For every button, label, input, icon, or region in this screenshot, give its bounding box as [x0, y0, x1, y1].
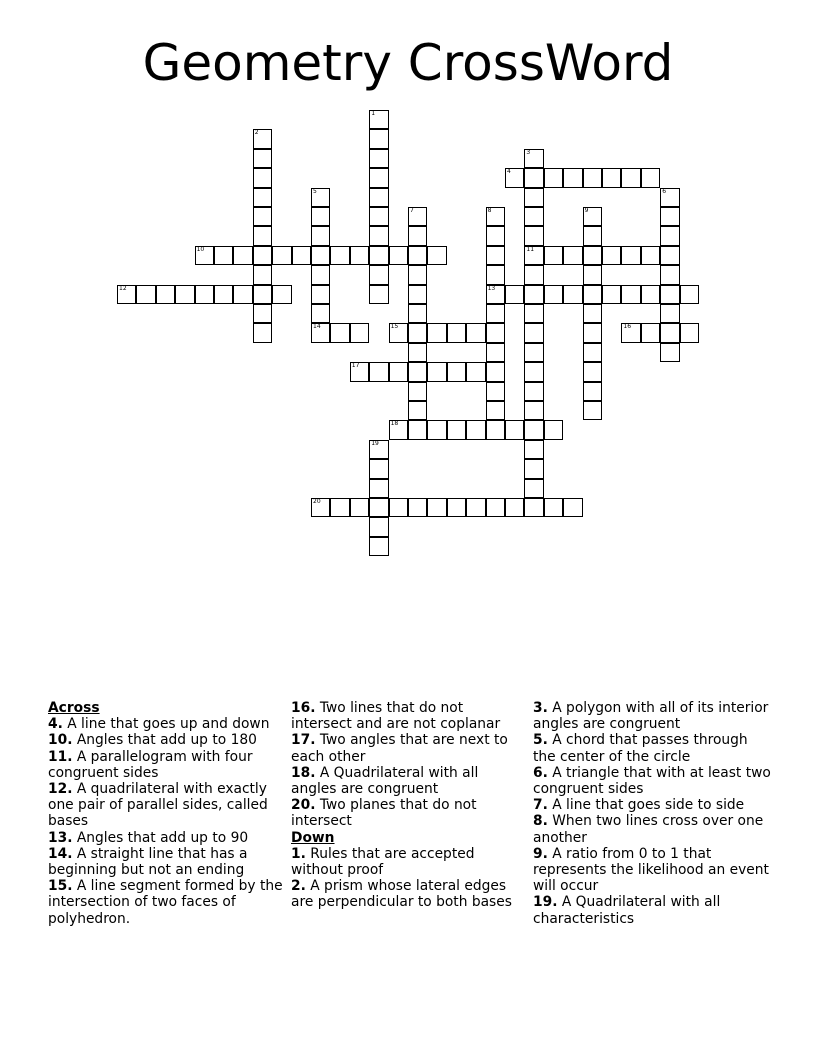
- clue-down-5: 5. A chord that passes through the center of the circle: [533, 732, 748, 765]
- grid-cell[interactable]: [524, 265, 543, 284]
- grid-cell[interactable]: [524, 246, 543, 265]
- grid-cell[interactable]: [427, 420, 446, 439]
- grid-cell[interactable]: [486, 323, 505, 342]
- cell-number: 1: [371, 110, 376, 117]
- grid-cell[interactable]: [544, 168, 563, 187]
- clue-across-16: 16. Two lines that do not intersect and are not coplanar: [291, 700, 501, 733]
- grid-cell[interactable]: [253, 304, 272, 323]
- grid-cell[interactable]: [408, 420, 427, 439]
- grid-cell[interactable]: [408, 265, 427, 284]
- grid-cell[interactable]: [524, 323, 543, 342]
- grid-cell[interactable]: [369, 149, 388, 168]
- grid-cell[interactable]: [563, 498, 582, 517]
- grid-cell[interactable]: [583, 304, 602, 323]
- grid-cell[interactable]: [583, 285, 602, 304]
- grid-cell[interactable]: [524, 149, 543, 168]
- grid-cell[interactable]: [524, 382, 543, 401]
- grid-cell[interactable]: [311, 188, 330, 207]
- grid-cell[interactable]: [660, 226, 679, 245]
- clue-down-7: 7. A line that goes side to side: [533, 797, 745, 814]
- grid-cell[interactable]: [583, 362, 602, 381]
- grid-cell[interactable]: [641, 285, 660, 304]
- grid-cell[interactable]: [621, 246, 640, 265]
- clue-across-17: 17. Two angles that are next to each other: [291, 732, 508, 765]
- clue-down-8: 8. When two lines cross over one another: [533, 813, 764, 846]
- grid-cell[interactable]: [486, 362, 505, 381]
- grid-cell[interactable]: [524, 459, 543, 478]
- grid-cell[interactable]: [524, 285, 543, 304]
- grid-cell[interactable]: [330, 498, 349, 517]
- grid-cell[interactable]: [466, 362, 485, 381]
- grid-cell[interactable]: [253, 207, 272, 226]
- grid-cell[interactable]: [369, 246, 388, 265]
- grid-cell[interactable]: [233, 246, 252, 265]
- grid-cell[interactable]: [583, 265, 602, 284]
- grid-cell[interactable]: [583, 401, 602, 420]
- clue-across-15: 15. A line segment formed by the intersection of two faces of polyhedron.: [48, 878, 283, 927]
- grid-cell[interactable]: [408, 246, 427, 265]
- grid-cell[interactable]: [466, 420, 485, 439]
- grid-cell[interactable]: [583, 323, 602, 342]
- grid-cell[interactable]: [583, 382, 602, 401]
- grid-cell[interactable]: [311, 265, 330, 284]
- cell-number: 2: [254, 129, 259, 137]
- clue-column-3: [533, 700, 773, 927]
- grid-cell[interactable]: [447, 323, 466, 342]
- grid-cell[interactable]: [486, 226, 505, 245]
- grid-cell[interactable]: [408, 304, 427, 323]
- grid-cell[interactable]: [311, 226, 330, 245]
- grid-cell[interactable]: [408, 498, 427, 517]
- grid-cell[interactable]: [389, 323, 408, 342]
- grid-cell[interactable]: [486, 382, 505, 401]
- grid-cell[interactable]: [369, 207, 388, 226]
- cell-number: 8: [487, 207, 492, 214]
- grid-cell[interactable]: [486, 285, 505, 304]
- across-header: Across: [48, 700, 100, 716]
- grid-cell[interactable]: [369, 110, 388, 129]
- grid-cell[interactable]: [253, 149, 272, 168]
- clue-down-1: 1. Rules that are accepted without proof: [291, 845, 475, 879]
- cell-number: 20: [313, 498, 321, 505]
- grid-cell[interactable]: [621, 285, 640, 304]
- grid-cell[interactable]: [621, 323, 640, 342]
- grid-cell[interactable]: [505, 498, 524, 517]
- grid-cell[interactable]: [524, 168, 543, 187]
- grid-cell[interactable]: [641, 168, 660, 187]
- clue-across-4: 4. A line that goes up and down: [48, 716, 270, 733]
- grid-cell[interactable]: [408, 207, 427, 226]
- grid-cell[interactable]: [524, 440, 543, 459]
- grid-cell[interactable]: [544, 285, 563, 304]
- grid-cell[interactable]: [563, 168, 582, 187]
- down-header: Down: [291, 829, 335, 846]
- grid-cell[interactable]: [660, 207, 679, 226]
- cell-number: 14: [313, 323, 321, 331]
- clue-across-13: 13. Angles that add up to 90: [48, 829, 249, 846]
- grid-cell[interactable]: [253, 265, 272, 284]
- grid-cell[interactable]: [486, 304, 505, 323]
- grid-cell[interactable]: [369, 440, 388, 459]
- grid-cell[interactable]: [486, 498, 505, 517]
- grid-cell[interactable]: [660, 304, 679, 323]
- cell-number: 19: [371, 439, 379, 447]
- grid-cell[interactable]: [253, 129, 272, 148]
- grid-cell[interactable]: [583, 343, 602, 362]
- grid-cell[interactable]: [641, 323, 660, 342]
- clue-across-11: 11. A parallelogram with four congruent sides: [48, 748, 253, 781]
- grid-cell[interactable]: [253, 168, 272, 187]
- grid-cell[interactable]: [369, 479, 388, 498]
- grid-cell[interactable]: [486, 401, 505, 420]
- grid-cell[interactable]: [524, 479, 543, 498]
- clue-across-18: 18. A Quadrilateral with all angles are congruent: [291, 764, 479, 798]
- grid-cell[interactable]: [583, 226, 602, 245]
- grid-cell[interactable]: [272, 285, 291, 304]
- grid-cell[interactable]: [621, 168, 640, 187]
- grid-cell[interactable]: [311, 207, 330, 226]
- grid-cell[interactable]: [486, 246, 505, 265]
- grid-cell[interactable]: [253, 226, 272, 245]
- grid-cell[interactable]: [602, 246, 621, 265]
- grid-cell[interactable]: [214, 285, 233, 304]
- grid-cell[interactable]: [544, 420, 563, 439]
- grid-cell[interactable]: [311, 246, 330, 265]
- grid-cell[interactable]: [311, 285, 330, 304]
- grid-cell[interactable]: [253, 246, 272, 265]
- grid-cell[interactable]: [408, 362, 427, 381]
- grid-cell[interactable]: [369, 226, 388, 245]
- clue-down-2: 2. A prism whose lateral edges are perpendicular to both bases: [291, 878, 512, 911]
- clue-down-9: 9. A ratio from 0 to 1 that represents the likelihood an event will occur: [533, 845, 769, 895]
- grid-cell[interactable]: [369, 459, 388, 478]
- grid-cell[interactable]: [350, 246, 369, 265]
- grid-cell[interactable]: [408, 323, 427, 342]
- grid-cell[interactable]: [350, 498, 369, 517]
- grid-cell[interactable]: [311, 498, 330, 517]
- grid-cell[interactable]: [389, 246, 408, 265]
- clue-down-3: 3. A polygon with all of its interior angles are congruent: [533, 700, 769, 733]
- grid-cell[interactable]: [253, 323, 272, 342]
- cell-number: 5: [313, 187, 317, 195]
- clue-across-12: 12. A quadrilateral with exactly one pair of parallel sides, called bases: [48, 781, 268, 830]
- clue-across-14: 14. A straight line that has a beginning but not an ending: [48, 845, 248, 879]
- grid-cell[interactable]: [408, 382, 427, 401]
- grid-cell[interactable]: [195, 246, 214, 265]
- grid-cell[interactable]: [389, 498, 408, 517]
- grid-cell[interactable]: [292, 246, 311, 265]
- grid-cell[interactable]: [563, 285, 582, 304]
- page-title: Geometry CrossWord: [142, 34, 674, 92]
- grid-cell[interactable]: [544, 498, 563, 517]
- clue-down-6: 6. A triangle that with at least two congruent sides: [533, 764, 771, 798]
- grid-cell[interactable]: [524, 498, 543, 517]
- grid-cell[interactable]: [427, 246, 446, 265]
- grid-cell[interactable]: [330, 246, 349, 265]
- grid-cell[interactable]: [524, 226, 543, 245]
- grid-cell[interactable]: [524, 304, 543, 323]
- grid-cell[interactable]: [524, 420, 543, 439]
- grid-cell[interactable]: [524, 343, 543, 362]
- grid-cell[interactable]: [311, 323, 330, 342]
- grid-cell[interactable]: [369, 168, 388, 187]
- grid-cell[interactable]: [563, 246, 582, 265]
- grid-cell[interactable]: [330, 323, 349, 342]
- grid-cell[interactable]: [175, 285, 194, 304]
- grid-cell[interactable]: [136, 285, 155, 304]
- grid-cell[interactable]: [350, 323, 369, 342]
- grid-cell[interactable]: [253, 285, 272, 304]
- clue-across-20: 20. Two planes that do not intersect: [291, 797, 477, 830]
- grid-cell[interactable]: [311, 304, 330, 323]
- grid-cell[interactable]: [486, 265, 505, 284]
- grid-cell[interactable]: [660, 285, 679, 304]
- grid-cell[interactable]: [680, 323, 699, 342]
- cell-number: 12: [119, 284, 127, 292]
- cell-number: 17: [351, 362, 360, 370]
- clue-column-1: [48, 700, 284, 927]
- cell-number: 6: [662, 187, 667, 195]
- grid-cell[interactable]: [369, 285, 388, 304]
- grid-cell[interactable]: [350, 362, 369, 381]
- grid-cell[interactable]: [524, 207, 543, 226]
- grid-cell[interactable]: [447, 498, 466, 517]
- grid-cell[interactable]: [660, 343, 679, 362]
- cell-number: 11: [526, 245, 535, 253]
- grid-cell[interactable]: [427, 323, 446, 342]
- grid-cell[interactable]: [447, 420, 466, 439]
- clue-across-10: 10. Angles that add up to 180: [48, 732, 257, 749]
- cell-number: 15: [390, 323, 399, 331]
- grid-cell[interactable]: [408, 226, 427, 245]
- grid-cell[interactable]: [369, 265, 388, 284]
- grid-cell[interactable]: [369, 517, 388, 536]
- grid-cell[interactable]: [427, 362, 446, 381]
- grid-cell[interactable]: [486, 207, 505, 226]
- grid-cell[interactable]: [583, 246, 602, 265]
- grid-cell[interactable]: [583, 168, 602, 187]
- grid-cell[interactable]: [505, 285, 524, 304]
- grid-cell[interactable]: [233, 285, 252, 304]
- grid-cell[interactable]: [602, 285, 621, 304]
- grid-cell[interactable]: [505, 168, 524, 187]
- grid-cell[interactable]: [524, 401, 543, 420]
- grid-cell[interactable]: [524, 362, 543, 381]
- grid-cell[interactable]: [583, 207, 602, 226]
- grid-cell[interactable]: [660, 188, 679, 207]
- grid-cell[interactable]: [544, 246, 563, 265]
- grid-cell[interactable]: [214, 246, 233, 265]
- cell-number: 13: [487, 284, 496, 292]
- grid-cell[interactable]: [466, 323, 485, 342]
- grid-cell[interactable]: [369, 537, 388, 556]
- cell-number: 3: [526, 148, 531, 156]
- grid-cell[interactable]: [389, 362, 408, 381]
- cell-number: 16: [623, 323, 632, 331]
- cell-number: 10: [196, 245, 205, 253]
- grid-cell[interactable]: [641, 246, 660, 265]
- grid-cell[interactable]: [156, 285, 175, 304]
- clue-column-2: [291, 700, 523, 911]
- grid-cell[interactable]: [408, 343, 427, 362]
- grid-cell[interactable]: [466, 498, 485, 517]
- grid-cell[interactable]: [389, 420, 408, 439]
- grid-cell[interactable]: [486, 343, 505, 362]
- grid-cell[interactable]: [602, 168, 621, 187]
- grid-cell[interactable]: [369, 129, 388, 148]
- grid-cell[interactable]: [117, 285, 136, 304]
- grid-cell[interactable]: [680, 285, 699, 304]
- grid-cell[interactable]: [253, 188, 272, 207]
- cell-number: 7: [410, 207, 414, 214]
- grid-cell[interactable]: [408, 401, 427, 420]
- grid-cell[interactable]: [486, 420, 505, 439]
- grid-cell[interactable]: [524, 188, 543, 207]
- grid-cell[interactable]: [660, 323, 679, 342]
- grid-cell[interactable]: [660, 265, 679, 284]
- grid-cell[interactable]: [369, 362, 388, 381]
- cell-number: 4: [507, 168, 511, 176]
- grid-cell[interactable]: [505, 420, 524, 439]
- grid-cell[interactable]: [447, 362, 466, 381]
- grid-cell[interactable]: [660, 246, 679, 265]
- cell-number: 18: [390, 420, 399, 428]
- clue-down-19: 19. A Quadrilateral with all characteristics: [533, 894, 721, 927]
- grid-cell[interactable]: [195, 285, 214, 304]
- grid-cell[interactable]: [369, 188, 388, 207]
- grid-cell[interactable]: [369, 498, 388, 517]
- grid-cell[interactable]: [408, 285, 427, 304]
- cell-number: 9: [584, 207, 589, 214]
- grid-cell[interactable]: [272, 246, 291, 265]
- grid-cell[interactable]: [427, 498, 446, 517]
